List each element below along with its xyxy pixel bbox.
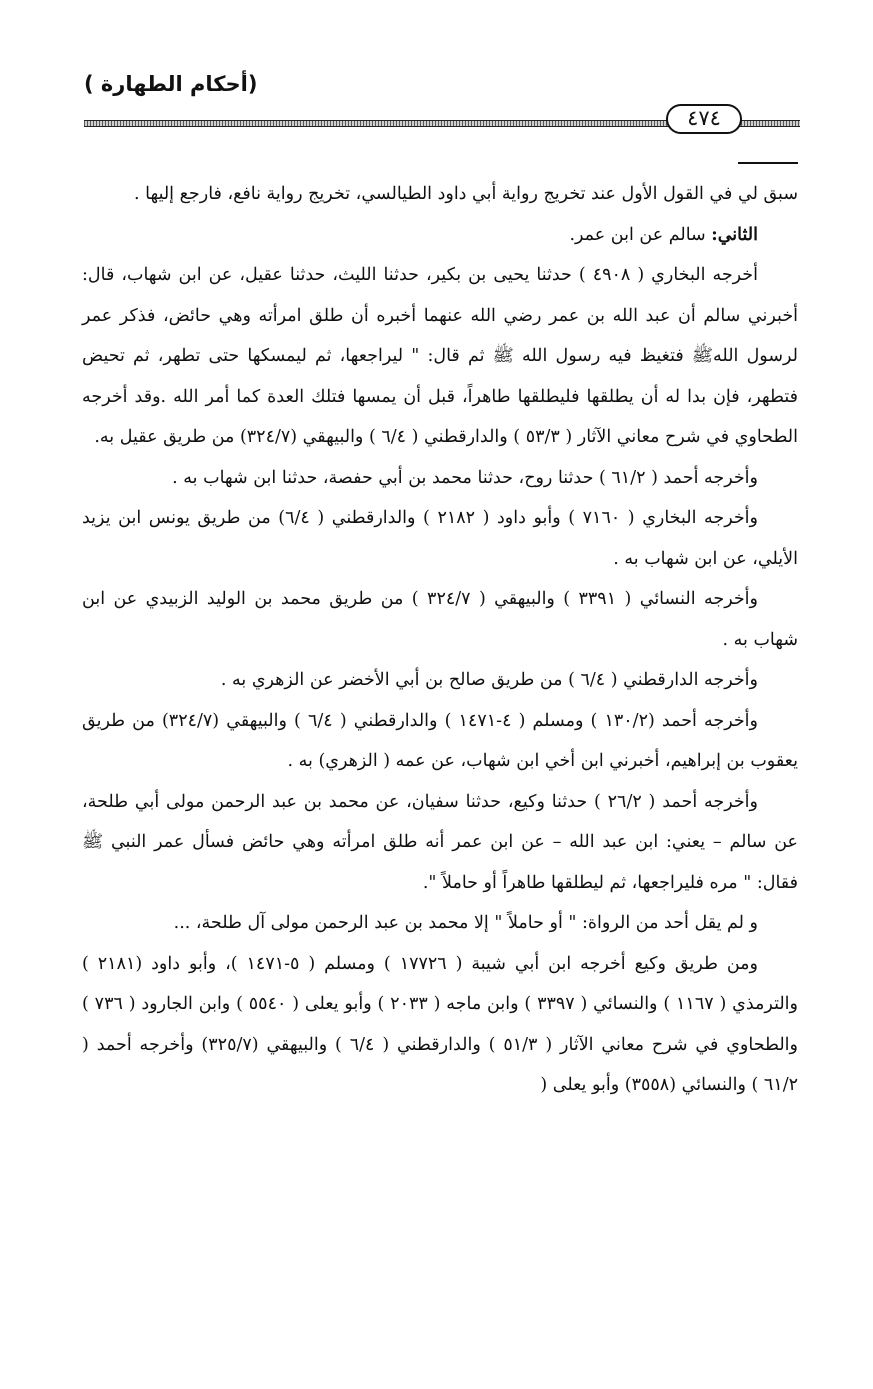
- paragraph-7: وأخرجه الدارقطني ( ٦/٤ ) من طريق صالح بن أبي الأخضر عن الزهري به .: [220, 670, 758, 690]
- paragraph-8: وأخرجه أحمد (١٣٠/٢ ) ومسلم ( ٤-١٤٧١ ) والدارقطني ( ٦/٤ ) والبيهقي (٣٢٤/٧) من طريق يعقوب بن إبراهيم، أخبرني ابن أخي ابن شهاب، عن عمه ( الزهري) به .: [82, 710, 798, 771]
- section-label: الثاني:: [711, 224, 758, 245]
- paragraph-1: سبق لي في القول الأول عند تخريج رواية أبي داود الطيالسي، تخريج رواية نافع، فارجع إليها .: [134, 184, 798, 204]
- footnote-separator: [738, 162, 798, 164]
- page-body: [82, 174, 798, 1106]
- paragraph-2: [82, 215, 798, 256]
- page-number: ٤٧٤: [666, 104, 742, 134]
- paragraph-10: و لم يقل أحد من الرواة: " أو حاملاً " إلا محمد بن عبد الرحمن مولى آل طلحة، ...: [173, 913, 758, 933]
- paragraph-4: وأخرجه أحمد ( ٦١/٢ ) حدثنا روح، حدثنا محمد بن أبي حفصة، حدثنا ابن شهاب به .: [172, 467, 758, 488]
- paragraph-5: وأخرجه البخاري ( ٧١٦٠ ) وأبو داود ( ٢١٨٢ ) والدارقطني ( ٦/٤) من طريق يونس ابن يزيد الأيلي، عن ابن شهاب به .: [82, 508, 798, 569]
- paragraph-9: وأخرجه أحمد ( ٢٦/٢ ) حدثنا وكيع، حدثنا سفيان، عن محمد بن عبد الرحمن مولى أبي طلحة، عن سالم – يعني: ابن عبد الله – عن ابن عمر أنه طلق امرأته وهي حائض فسأل عمر النبي ﷺ فقال: " مره فليراجعها، ثم ليطلقها طاهراً أو حاملاً ".: [82, 791, 798, 893]
- paragraph-3: أخرجه البخاري ( ٤٩٠٨ ) حدثنا يحيى بن بكير، حدثنا الليث، حدثنا عقيل، عن ابن شهاب، قال: أخبرني سالم أن عبد الله بن عمر رضي الله عنهما أخبره أن طلق امرأته وهي حائض، فذكر عمر لرسول اللهﷺ فتغيظ فيه رسول الله ﷺ ثم قال: " ليراجعها، ثم ليمسكها حتى تطهر، ثم تحيض فتطهر، فإن بدا له أن يطلقها فليطلقها طاهراً، قبل أن يمسها فتلك العدة كما أمر الله .وقد أخرجه الطحاوي في شرح معاني الآثار ( ٥٣/٣ ) والدارقطني ( ٦/٤ ) والبيهقي (٣٢٤/٧) من طريق عقيل به.: [82, 265, 798, 447]
- paragraph-6: وأخرجه النسائي ( ٣٣٩١ ) والبيهقي ( ٣٢٤/٧ ) من طريق محمد بن الوليد الزبيدي عن ابن شهاب به .: [82, 589, 798, 650]
- paragraph-11: ومن طريق وكيع أخرجه ابن أبي شيبة ( ١٧٧٢٦ ) ومسلم ( ٥-١٤٧١ )، وأبو داود (٢١٨١ ) والترمذي ( ١١٦٧ ) والنسائي ( ٣٣٩٧ ) وابن ماجه ( ٢٠٣٣ ) وأبو يعلى ( ٥٥٤٠ ) وابن الجارود ( ٧٣٦ ) والطحاوي في شرح معاني الآثار ( ٥١/٣ ) والدارقطني ( ٦/٤ ) والبيهقي (٣٢٥/٧) وأخرجه أحمد ( ٦١/٢ ) والنسائي (٣٥٥٨) وأبو يعلى (: [82, 953, 798, 1095]
- running-header-title: (أحكام الطهارة ): [84, 72, 258, 96]
- section-label-text: سالم عن ابن عمر.: [569, 224, 712, 245]
